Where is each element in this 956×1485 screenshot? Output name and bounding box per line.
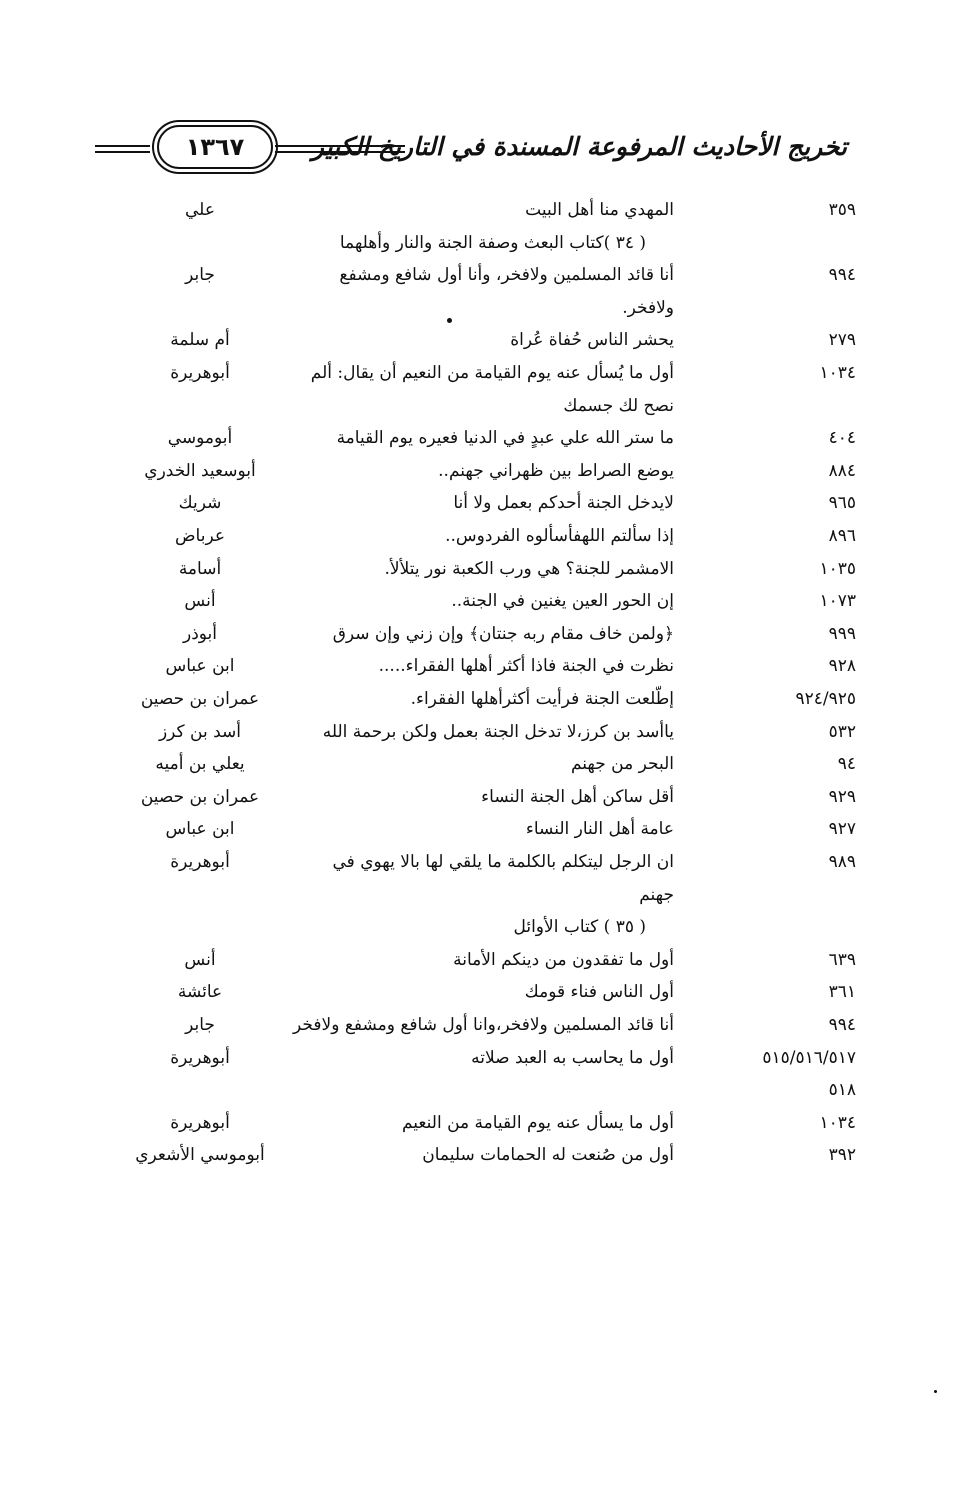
hadith-text: البحر من جهنم [570, 754, 674, 774]
hadith-number: ٥١٥/٥١٦/٥١٧ [762, 1048, 856, 1068]
index-row [0, 259, 956, 291]
hadith-text: أول ما يسأل عنه يوم القيامة من النعيم [401, 1113, 674, 1133]
header-rule-left-top [95, 145, 150, 147]
narrator-name: جابر [185, 265, 215, 285]
narrator-name: شريك [178, 493, 222, 513]
index-row [0, 1009, 956, 1041]
hadith-number: ٩٤ [837, 754, 856, 774]
hadith-text: لايدخل الجنة أحدكم بعمل ولا أنا [453, 493, 674, 513]
hadith-number: ٩٢٩ [828, 787, 856, 807]
hadith-number: ١٠٣٤ [819, 1113, 856, 1133]
hadith-number: ١٠٣٥ [819, 559, 856, 579]
header-rule-left-bottom [95, 151, 150, 153]
hadith-text: أول ما يحاسب به العبد صلاته [471, 1048, 674, 1068]
narrator-name [95, 292, 305, 324]
index-row [0, 618, 956, 650]
index-row [0, 422, 956, 454]
hadith-number: ٩٩٤ [828, 265, 856, 285]
index-row [0, 585, 956, 617]
narrator-name: أبوهريرة [170, 1048, 230, 1068]
index-row [0, 650, 956, 682]
hadith-text: يحشر الناس حُفاة عُراة [510, 330, 674, 350]
index-row [0, 748, 956, 780]
hadith-text: إن الحور العين يغنين في الجنة.. [451, 591, 674, 611]
index-row [0, 487, 956, 519]
index-row [0, 879, 956, 911]
narrator-name: أبوموسي الأشعري [135, 1145, 265, 1165]
stray-dot-mark [447, 318, 452, 323]
narrator-name [95, 390, 305, 422]
hadith-text: إذا سألتم اللهفأسألوه الفردوس.. [445, 526, 674, 546]
narrator-name: أبوهريرة [170, 1113, 230, 1133]
stray-dot-mark-bottom [934, 1390, 937, 1393]
narrator-name: علي [185, 200, 215, 220]
page-number: ١٣٦٧ [157, 125, 273, 169]
hadith-number: ١٠٧٣ [819, 591, 856, 611]
hadith-number: ٩٦٥ [828, 493, 856, 513]
book-title: تخريج الأحاديث المرفوعة المسندة في التاريخ الكبير [311, 132, 847, 161]
hadith-text: أنا قائد المسلمين ولافخر،وانا أول شافع ومشفع ولافخر [293, 1015, 674, 1035]
hadith-text: أقل ساكن أهل الجنة النساء [481, 787, 674, 807]
hadith-number: ٦٣٩ [828, 950, 856, 970]
hadith-number: ٨٩٦ [828, 526, 856, 546]
hadith-text: إطّلعت الجنة فرأيت أكثرأهلها الفقراء. [410, 689, 674, 709]
hadith-text: أول من صُنعت له الحمامات سليمان [422, 1145, 674, 1165]
hadith-number: ١٠٣٤ [819, 363, 856, 383]
hadith-text: أنا قائد المسلمين ولافخر، وأنا أول شافع ومشفع [339, 265, 674, 285]
hadith-text: عامة أهل النار النساء [525, 819, 674, 839]
narrator-name: جابر [185, 1015, 215, 1035]
hadith-text: أول ما يُسأل عنه يوم القيامة من النعيم أن يقال: ألم [310, 363, 674, 383]
hadith-number: ٤٠٤ [828, 428, 856, 448]
narrator-name: أبوهريرة [170, 363, 230, 383]
index-row [0, 683, 956, 715]
hadith-number: ٣٦١ [828, 982, 856, 1002]
hadith-text: نظرت في الجنة فاذا أكثر أهلها الفقراء..... [378, 656, 674, 676]
hadith-text: ﴿ولمن خاف مقام ربه جنتان﴾ وإن زني وإن سرق [332, 624, 674, 644]
hadith-text: نصح لك جسمك [563, 396, 674, 416]
narrator-name: عمران بن حصين [140, 689, 260, 709]
hadith-number: ٢٧٩ [828, 330, 856, 350]
index-row [0, 1139, 956, 1171]
narrator-name: أم سلمة [170, 330, 230, 350]
narrator-name: عرباض [175, 526, 225, 546]
index-row [0, 357, 956, 389]
hadith-number: ٩٩٩ [828, 624, 856, 644]
index-row [0, 1107, 956, 1139]
hadith-text: أول الناس فناء قومك [524, 982, 674, 1002]
index-row [0, 194, 956, 226]
hadith-number: ٩٢٨ [828, 656, 856, 676]
narrator-name: أسد بن كرز [158, 722, 242, 742]
hadith-text [254, 1074, 674, 1106]
narrator-name: أسامة [178, 559, 222, 579]
hadith-text: أول ما تفقدون من دينكم الأمانة [453, 950, 674, 970]
hadith-number: ٣٥٩ [828, 200, 856, 220]
index-row [0, 520, 956, 552]
hadith-text: ياأسد بن كرز،لا تدخل الجنة بعمل ولكن برحمة الله [322, 722, 674, 742]
narrator-name: عمران بن حصين [140, 787, 260, 807]
hadith-text: ولافخر. [622, 298, 674, 318]
index-row [0, 1074, 956, 1106]
index-row [0, 390, 956, 422]
hadith-text: الامشمر للجنة؟ هي ورب الكعبة نور يتلألأ. [384, 559, 674, 579]
section-heading: ( ٣٥ ) كتاب الأوائل [513, 917, 646, 937]
page-header [95, 122, 855, 178]
index-row [0, 1042, 956, 1074]
narrator-name: يعلي بن أميه [155, 754, 245, 774]
narrator-name: أبوموسي [167, 428, 233, 448]
hadith-number: ٩٨٩ [828, 852, 856, 872]
hadith-number: ٥٣٢ [828, 722, 856, 742]
hadith-text: ان الرجل ليتكلم بالكلمة ما يلقي لها بالا يهوي في [332, 852, 674, 872]
index-row [0, 292, 956, 324]
index-row [0, 324, 956, 356]
hadith-number [696, 390, 856, 422]
index-row [0, 716, 956, 748]
narrator-name: أبوسعيد الخدري [144, 461, 256, 481]
hadith-number: ٩٩٤ [828, 1015, 856, 1035]
hadith-number [696, 879, 856, 911]
narrator-name: أبوذر [182, 624, 218, 644]
index-row [0, 553, 956, 585]
index-row [0, 813, 956, 845]
hadith-text: المهدي منا أهل البيت [525, 200, 674, 220]
index-row [0, 976, 956, 1008]
narrator-name: ابن عباس [165, 656, 235, 676]
hadith-text: ما ستر الله علي عبدٍ في الدنيا فعيره يوم القيامة [336, 428, 674, 448]
narrator-name: أبوهريرة [170, 852, 230, 872]
hadith-number: ٨٨٤ [828, 461, 856, 481]
hadith-text: يوضع الصراط بين ظهراني جهنم.. [438, 461, 674, 481]
hadith-text: جهنم [639, 885, 674, 905]
hadith-number: ٥١٨ [828, 1080, 856, 1100]
narrator-name: عائشة [177, 982, 223, 1002]
narrator-name [95, 879, 305, 911]
hadith-number: ٣٩٢ [828, 1145, 856, 1165]
hadith-number: ٩٢٤/٩٢٥ [795, 689, 856, 709]
index-row [0, 455, 956, 487]
section-heading: ( ٣٤ )كتاب البعث وصفة الجنة والنار وأهلهما [339, 233, 646, 253]
narrator-name: ابن عباس [165, 819, 235, 839]
index-row [0, 944, 956, 976]
narrator-name [95, 1074, 305, 1106]
index-row [0, 781, 956, 813]
index-row [0, 846, 956, 878]
hadith-number: ٩٢٧ [828, 819, 856, 839]
narrator-name: أنس [184, 950, 216, 970]
narrator-name: أنس [184, 591, 216, 611]
hadith-number [696, 292, 856, 324]
